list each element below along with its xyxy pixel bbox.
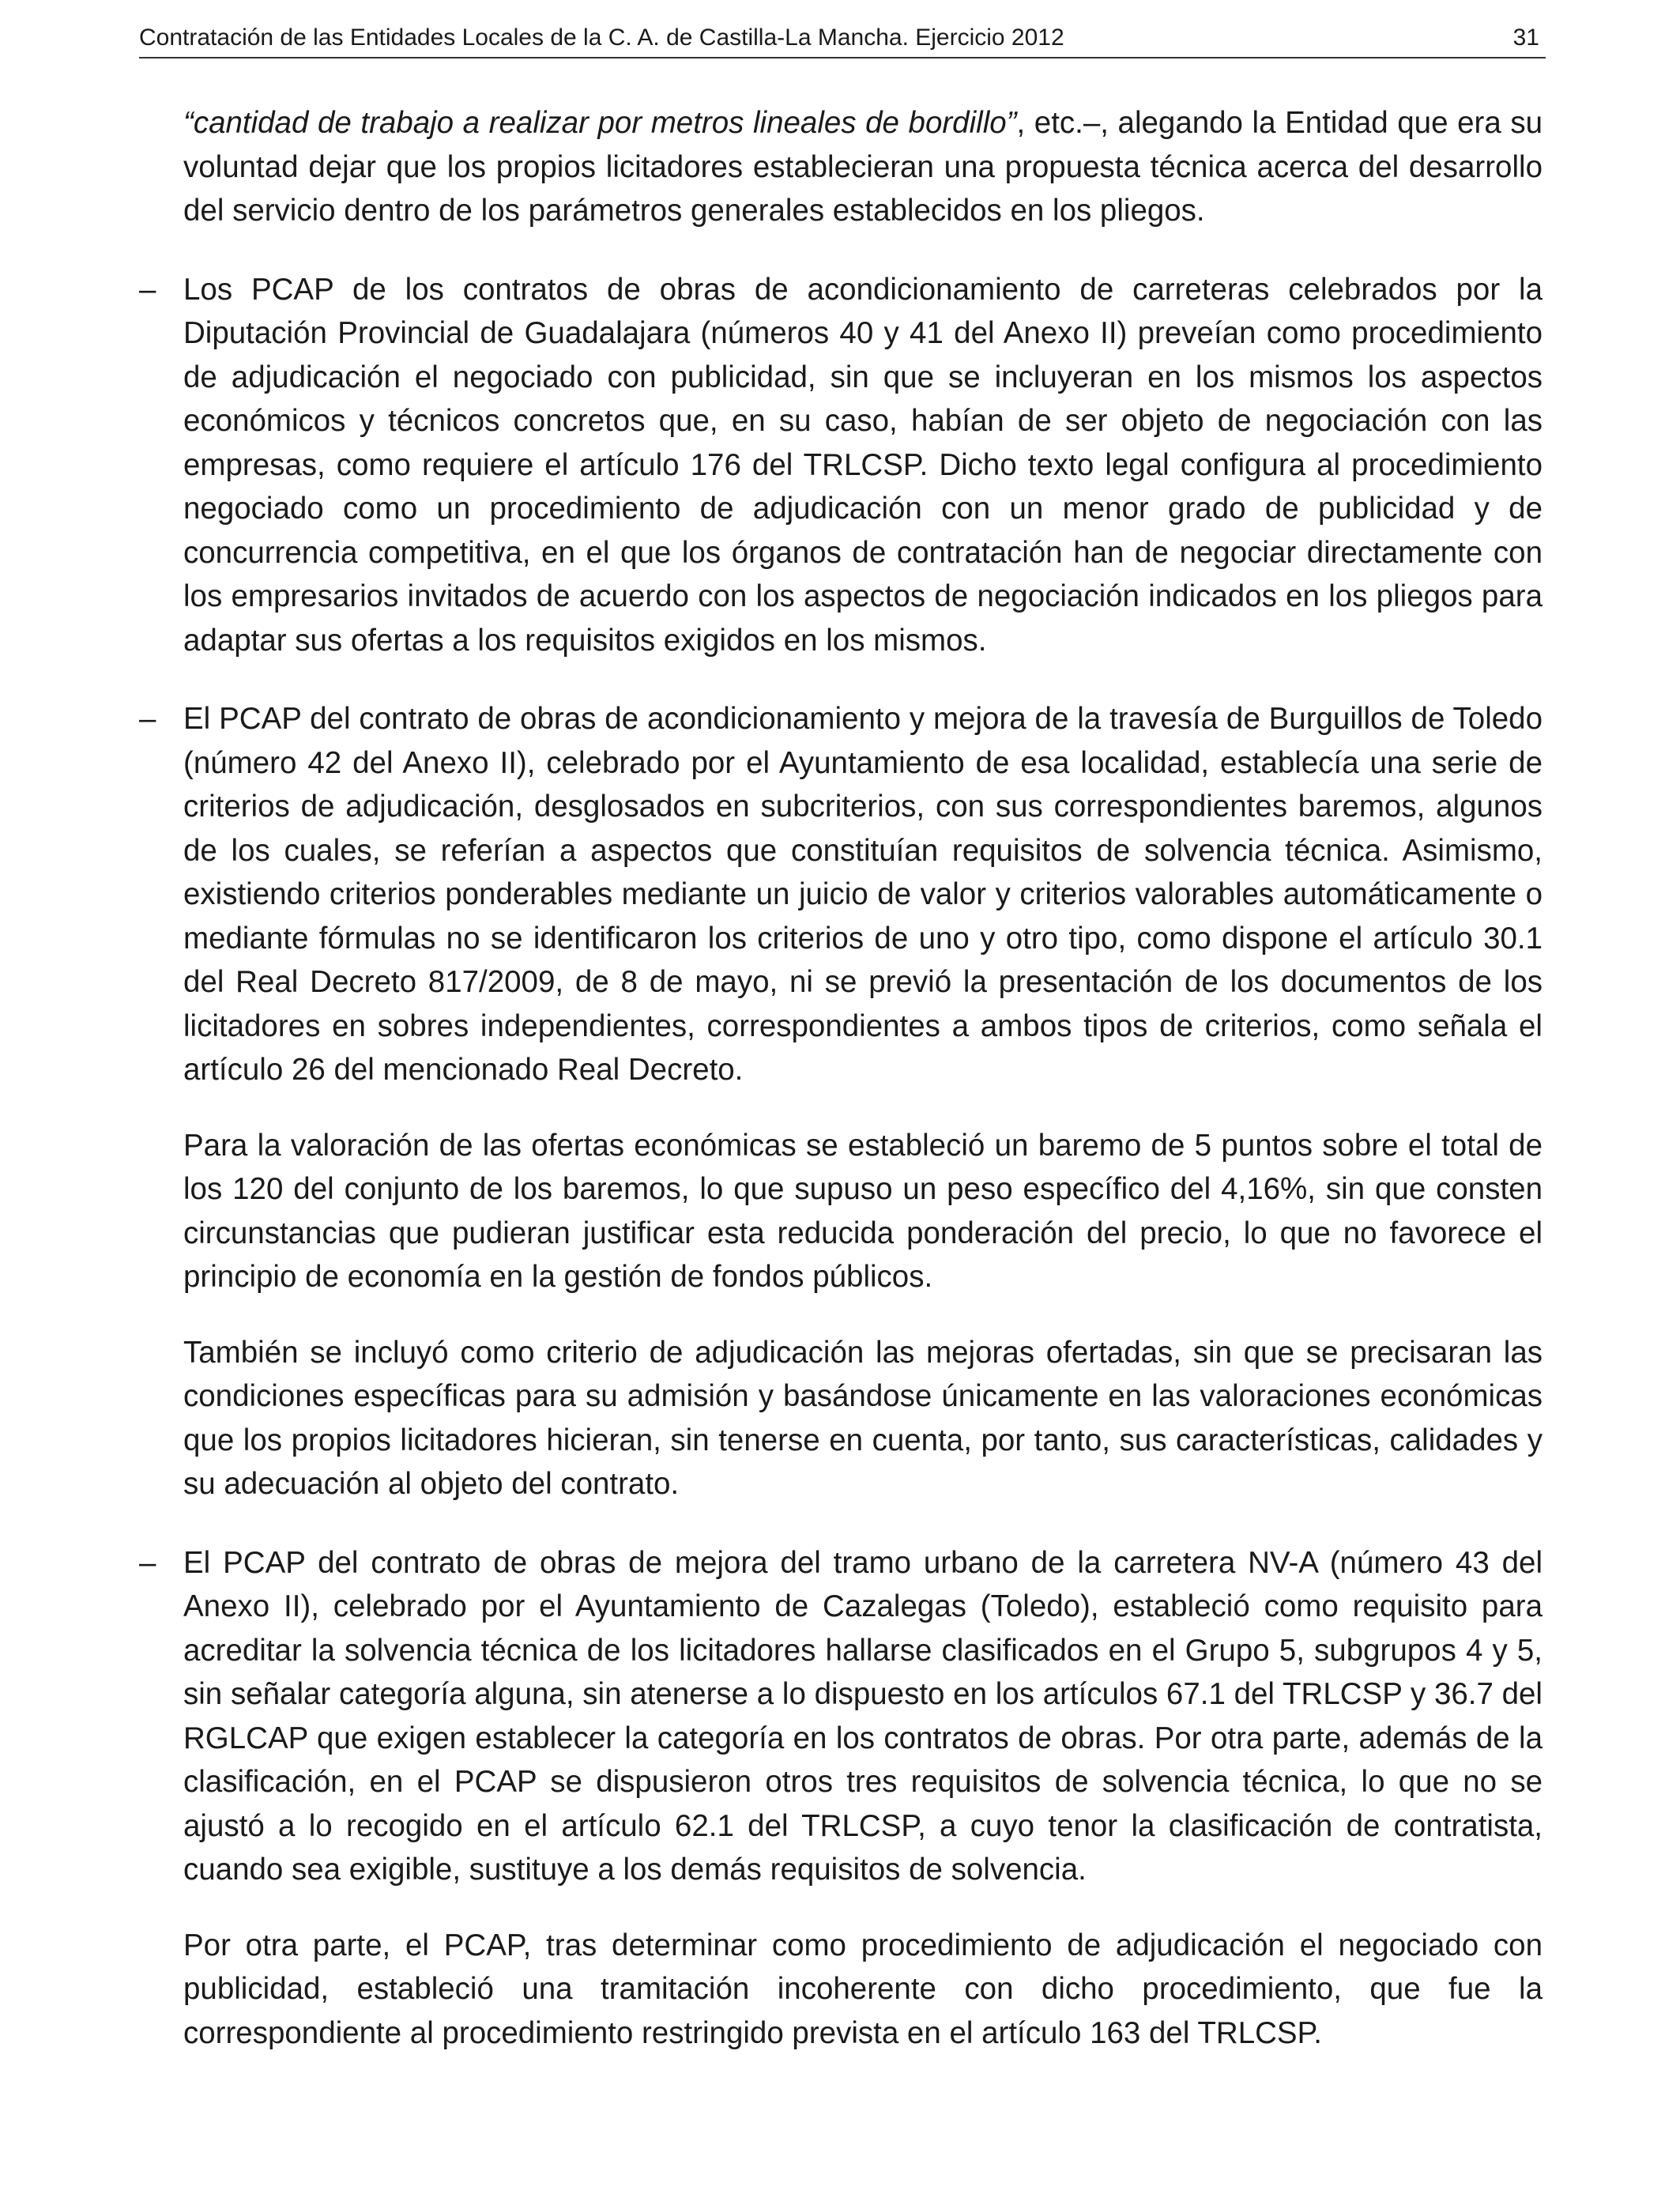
paragraph: Por otra parte, el PCAP, tras determinar como procedimiento de adjudicación el negociado con publicidad, estableció una tramitación incoherente con dicho procedimiento, que fue la correspondiente al procedimiento restringido prevista en el artículo 163 del TRLCSP.	[183, 1928, 1543, 2050]
list-item	[139, 268, 1543, 663]
list-dash: –	[139, 272, 156, 307]
page-number: 31	[1512, 25, 1539, 51]
continuation-text: , etc.–, alegando la Entidad que era su voluntad dejar que los propios licitadores establecieran una propuesta técnica acerca del desarrollo del servicio dentro de los parámetros generales establecidos en los pliegos.	[183, 106, 1543, 228]
quoted-phrase: “cantidad de trabajo a realizar por metros lineales de bordillo”	[183, 106, 1017, 140]
header-title: Contratación de las Entidades Locales de la C. A. de Castilla-La Mancha. Ejercicio 2012	[139, 25, 1064, 51]
list-item-text: El PCAP del contrato de obras de mejora del tramo urbano de la carretera NV-A (número 43 del Anexo II), celebrado por el Ayuntamiento de Cazalegas (Toledo), estableció como requisito para acreditar la solvencia técnica de los licitadores hallarse clasificados en el Grupo 5, subgrupos 4 y 5, sin señalar categoría alguna, sin atenerse a lo dispuesto en los artículos 67.1 del TRLCSP y 36.7 del RGLCAP que exigen establecer la categoría en los contratos de obras. Por otra parte, además de la clasificación, en el PCAP se dispusieron otros tres requisitos de solvencia técnica, lo que no se ajustó a lo recogido en el artículo 62.1 del TRLCSP, a cuyo tenor la clasificación de contratista, cuando sea exigible, sustituye a los demás requisitos de solvencia.	[183, 1545, 1543, 1887]
list-item-text: El PCAP del contrato de obras de acondicionamiento y mejora de la travesía de Burguillos de Toledo (número 42 del Anexo II), celebrado por el Ayuntamiento de esa localidad, establecía una serie de criterios de adjudicación, desglosados en subcriterios, con sus correspondientes baremos, algunos de los cuales, se referían a aspectos que constituían requisitos de solvencia técnica. Asimismo, existiendo criterios ponderables mediante un juicio de valor y criterios valorables automáticamente o mediante fórmulas no se identificaron los criterios de uno y otro tipo, como dispone el artículo 30.1 del Real Decreto 817/2009, de 8 de mayo, ni se previó la presentación de los documentos de los licitadores en sobres independientes, correspondientes a ambos tipos de criterios, como señala el artículo 26 del mencionado Real Decreto.	[183, 702, 1543, 1087]
list-dash: –	[139, 702, 156, 736]
paragraph: También se incluyó como criterio de adjudicación las mejoras ofertadas, sin que se precisaran las condiciones específicas para su admisión y basándose únicamente en las valoraciones económicas que los propios licitadores hicieran, sin tenerse en cuenta, por tanto, sus características, calidades y su adecuación al objeto del contrato.	[183, 1335, 1543, 1501]
paragraph: Para la valoración de las ofertas económicas se estableció un baremo de 5 puntos sobre el total de los 120 del conjunto de los baremos, lo que supuso un peso específico del 4,16%, sin que consten circunstancias que pudieran justificar esta reducida ponderación del precio, lo que no favorece el principio de economía en la gestión de fondos públicos.	[183, 1128, 1543, 1294]
document-body	[139, 101, 1543, 2055]
list-item-text: Los PCAP de los contratos de obras de acondicionamiento de carreteras celebrados por la Diputación Provincial de Guadalajara (números 40 y 41 del Anexo II) preveían como procedimiento de adjudicación el negociado con publicidad, sin que se incluyeran en los mismos los aspectos económicos y técnicos concretos que, en su caso, habían de ser objeto de negociación con las empresas, como requiere el artículo 176 del TRLCSP. Dicho texto legal configura al procedimiento negociado como un procedimiento de adjudicación con un menor grado de publicidad y de concurrencia competitiva, en el que los órganos de contratación han de negociar directamente con los empresarios invitados de acuerdo con los aspectos de negociación indicados en los pliegos para adaptar sus ofertas a los requisitos exigidos en los mismos.	[183, 272, 1543, 658]
list-item	[139, 697, 1543, 1092]
continuation-paragraph	[183, 101, 1543, 233]
list-dash: –	[139, 1545, 156, 1580]
list-item	[139, 1541, 1543, 1892]
running-header	[139, 22, 1546, 58]
